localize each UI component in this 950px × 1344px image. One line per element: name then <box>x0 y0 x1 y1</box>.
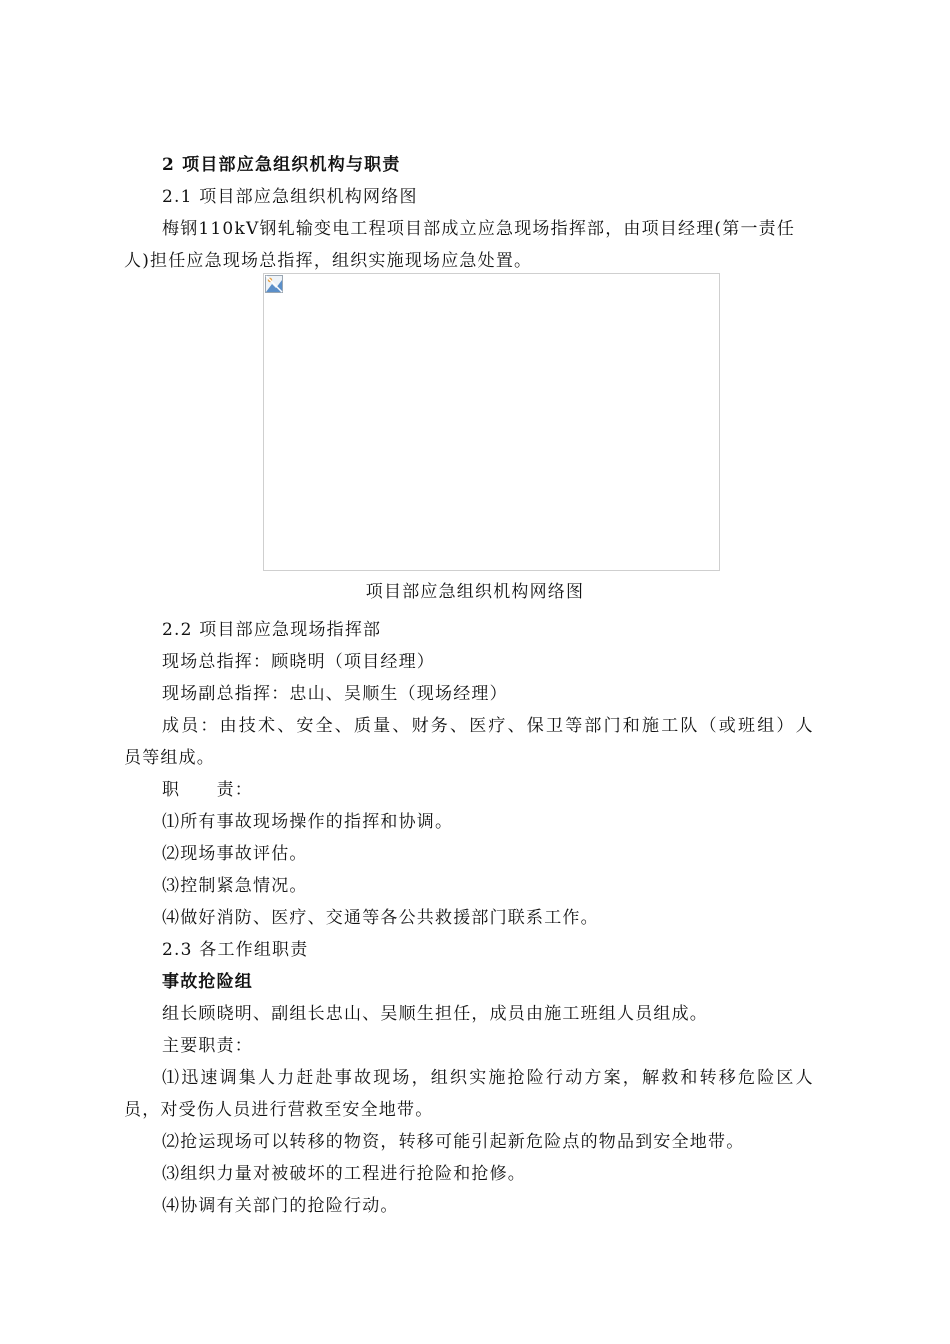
duty-item: ⑴所有事故现场操作的指挥和协调。 <box>162 812 454 832</box>
group-description: 组长顾晓明、副组长忠山、吴顺生担任，成员由施工班组人员组成。 <box>162 1004 708 1024</box>
figure-caption: 项目部应急组织机构网络图 <box>365 582 585 602</box>
group-title: 事故抢险组 <box>162 972 253 992</box>
subsection-title-2-3: 2.3 各工作组职责 <box>162 940 309 960</box>
duty-item: ⑶组织力量对被破坏的工程进行抢险和抢修。 <box>162 1164 526 1184</box>
section-heading: 2 项目部应急组织机构与职责 <box>162 155 401 175</box>
members-line: 成员：由技术、安全、质量、财务、医疗、保卫等部门和施工队（或班组）人 <box>162 716 815 736</box>
duty-item: 员，对受伤人员进行营救至安全地带。 <box>124 1100 434 1120</box>
duty-item: ⑵现场事故评估。 <box>162 844 308 864</box>
duties-label: 职 责： <box>162 780 253 800</box>
main-duties-label: 主要职责： <box>162 1036 253 1056</box>
duty-item: ⑷做好消防、医疗、交通等各公共救援部门联系工作。 <box>162 908 599 928</box>
paragraph-line: 人)担任应急现场总指挥，组织实施现场应急处置。 <box>124 251 533 271</box>
commander-line: 现场总指挥：顾晓明（项目经理） <box>162 652 435 672</box>
subsection-title-2-1: 2.1 项目部应急组织机构网络图 <box>162 187 418 207</box>
deputy-commander-line: 现场副总指挥：忠山、吴顺生（现场经理） <box>162 684 508 704</box>
paragraph-line: 梅钢110kV钢轧输变电工程项目部成立应急现场指挥部，由项目经理(第一责任 <box>162 219 796 239</box>
subsection-title-2-2: 2.2 项目部应急现场指挥部 <box>162 620 382 640</box>
broken-image-icon <box>265 275 283 293</box>
duty-item: ⑴迅速调集人力赶赴事故现场，组织实施抢险行动方案，解救和转移危险区人 <box>162 1068 815 1088</box>
org-chart-image-placeholder <box>263 273 720 571</box>
duty-item: ⑶控制紧急情况。 <box>162 876 308 896</box>
duty-item: ⑵抢运现场可以转移的物资，转移可能引起新危险点的物品到安全地带。 <box>162 1132 745 1152</box>
members-line: 员等组成。 <box>124 748 215 768</box>
duty-item: ⑷协调有关部门的抢险行动。 <box>162 1196 399 1216</box>
